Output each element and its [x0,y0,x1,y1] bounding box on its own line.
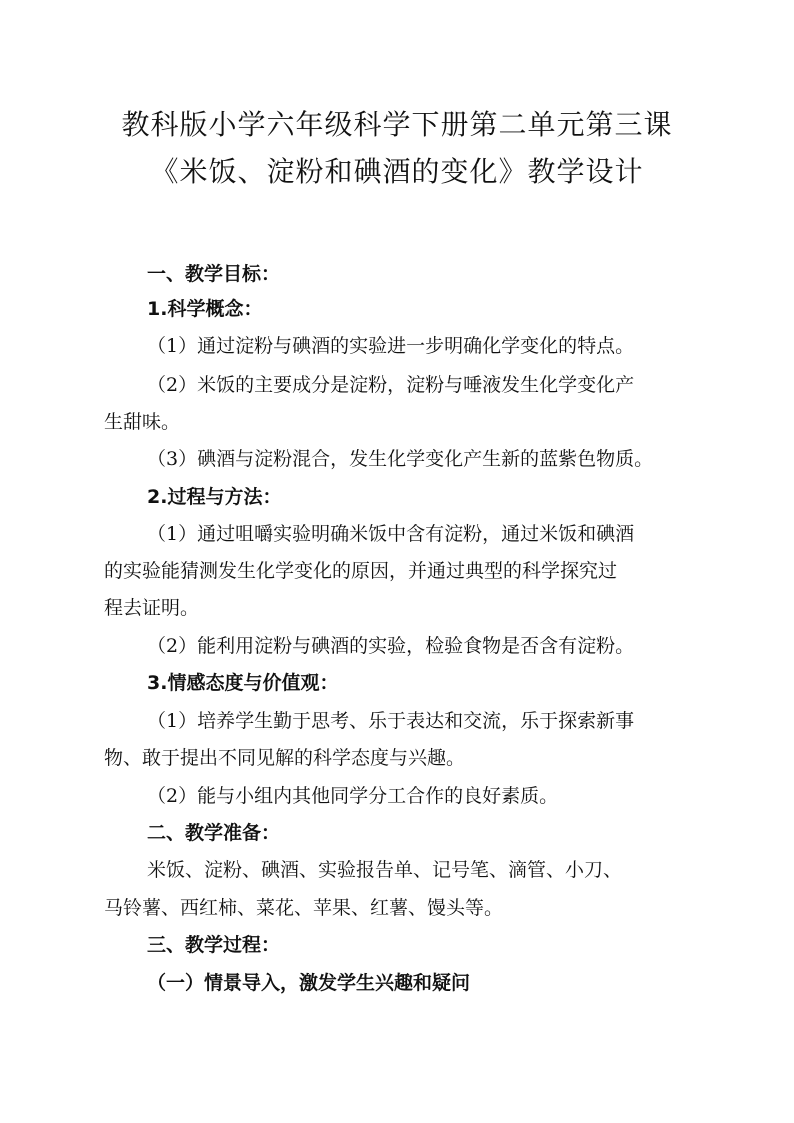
attitude-item-2: （2）能与小组内其他同学分工合作的良好素质。 [147,785,559,807]
concept-item-3: （3）碘酒与淀粉混合，发生化学变化产生新的蓝紫色物质。 [147,448,654,470]
process-item-1-line-1: （1）通过咀嚼实验明确米饭中含有淀粉，通过米饭和碘酒 [147,523,635,545]
process-item-2: （2）能利用淀粉与碘酒的实验，检验食物是否含有淀粉。 [147,635,635,657]
document-title-line-1: 教科版小学六年级科学下册第二单元第三课 [121,108,673,141]
section-heading-procedure: 三、教学过程： [147,934,281,956]
concept-item-2-line-1: （2）米饭的主要成分是淀粉，淀粉与唾液发生化学变化产 [147,374,635,396]
subheading-process-method: 2.过程与方法： [147,486,282,508]
process-item-1-line-2: 的实验能猜测发生化学变化的原因，并通过典型的科学探究过 [104,560,618,582]
attitude-item-1-line-2: 物、敢于提出不同见解的科学态度与兴趣。 [104,747,466,769]
procedure-step-1-heading: （一）情景导入，激发学生兴趣和疑问 [147,972,471,994]
document-title-line-2: 《米饭、淀粉和碘酒的变化》教学设计 [150,155,644,188]
attitude-item-1-line-1: （1）培养学生勤于思考、乐于表达和交流，乐于探索新事 [147,710,635,732]
concept-item-1: （1）通过淀粉与碘酒的实验进一步明确化学变化的特点。 [147,335,635,357]
subheading-attitude-values: 3.情感态度与价值观： [147,672,339,694]
section-heading-objectives: 一、教学目标： [147,263,281,285]
subheading-science-concept: 1.科学概念： [147,298,263,320]
process-item-1-line-3: 程去证明。 [104,597,200,619]
preparation-line-1: 米饭、淀粉、碘酒、实验报告单、记号笔、滴管、小刀、 [147,859,623,881]
concept-item-2-line-2: 生甜味。 [104,411,181,433]
preparation-line-2: 马铃薯、西红柿、菜花、苹果、红薯、馒头等。 [104,897,504,919]
section-heading-preparation: 二、教学准备： [147,822,281,844]
